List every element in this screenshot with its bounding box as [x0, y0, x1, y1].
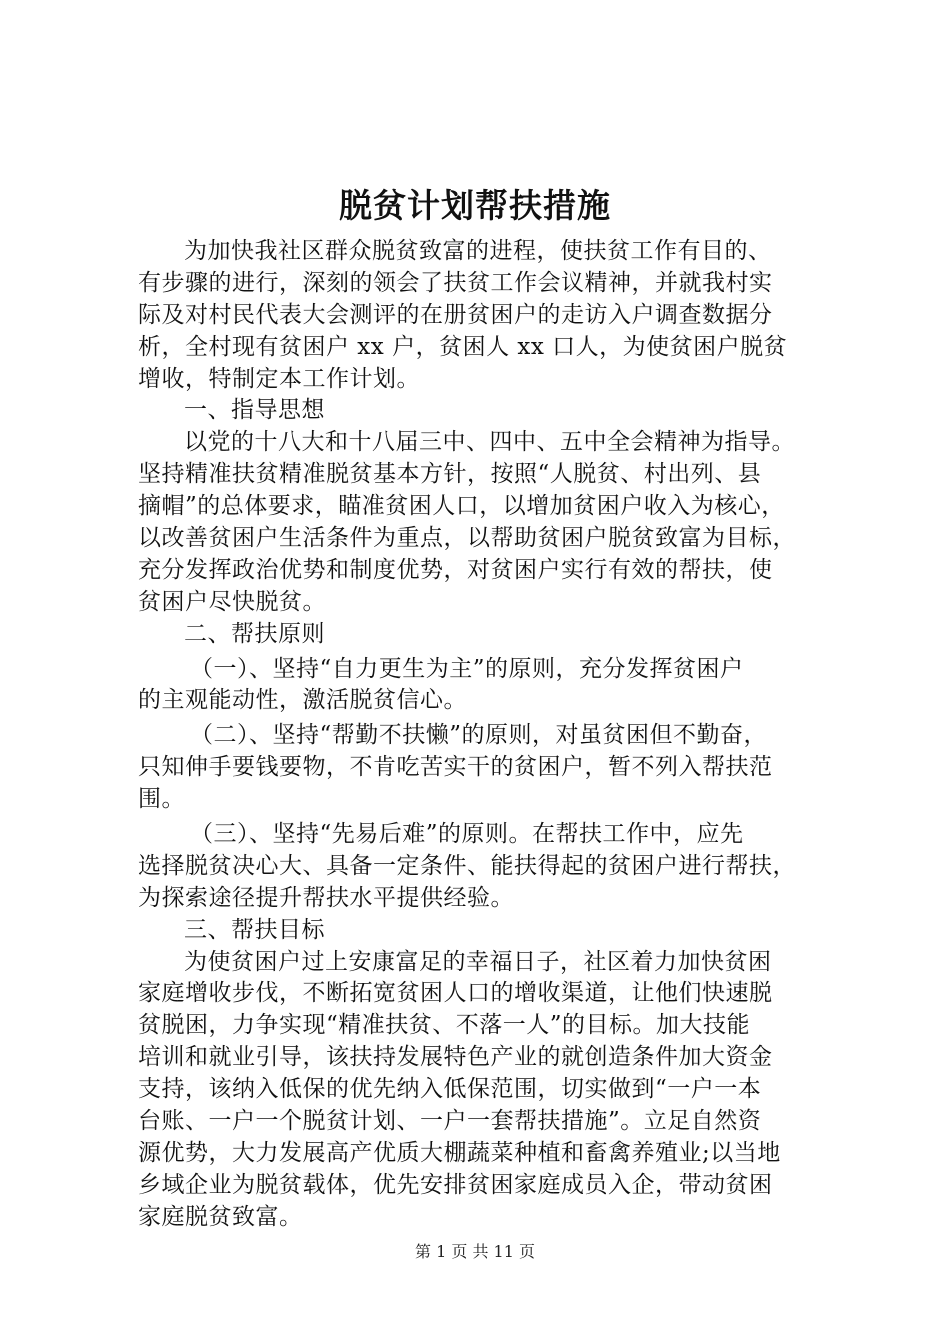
- paragraph-line: 乡域企业为脱贫载体，优先安排贫困家庭成员入企，带动贫困: [138, 1171, 773, 1198]
- paragraph-line: （一）、坚持“自力更生为主”的原则，充分发挥贫困户: [190, 655, 744, 682]
- paragraph-line: 家庭脱贫致富。: [138, 1203, 303, 1230]
- document-body: [138, 236, 818, 1234]
- paragraph-line: 围。: [138, 786, 185, 813]
- paragraph-line: 有步骤的进行，深刻的领会了扶贫工作会议精神，并就我村实: [138, 269, 773, 296]
- paragraph-line: 家庭增收步伐，不断拓宽贫困人口的增收渠道，让他们快速脱: [138, 980, 773, 1007]
- document-title: 脱贫计划帮扶措施: [339, 186, 611, 225]
- paragraph-line: 以党的十八大和十八届三中、四中、五中全会精神为指导。: [184, 429, 795, 456]
- paragraph-line: 只知伸手要钱要物，不肯吃苦实干的贫困户，暂不列入帮扶范: [138, 754, 773, 781]
- paragraph-line: （二）、坚持“帮勤不扶懒”的原则，对虽贫困但不勤奋，: [190, 722, 768, 749]
- paragraph-line: 析，全村现有贫困户 xx 户，贫困人 xx 口人，为使贫困户脱贫: [138, 333, 788, 360]
- paragraph-line: （三）、坚持“先易后难”的原则。在帮扶工作中，应先: [190, 821, 744, 848]
- paragraph-line: 为探索途径提升帮扶水平提供经验。: [138, 884, 514, 911]
- section-heading: 一、指导思想: [184, 397, 325, 424]
- paragraph-line: 培训和就业引导，该扶持发展特色产业的就创造条件加大资金: [138, 1044, 773, 1071]
- paragraph-line: 台账、一户一个脱贫计划、一户一套帮扶措施”。立足自然资: [138, 1108, 762, 1135]
- section-heading: 三、帮扶目标: [184, 916, 325, 943]
- paragraph-line: 贫困户尽快脱贫。: [138, 588, 326, 615]
- paragraph-line: 贫脱困，力争实现“精准扶贫、不落一人”的目标。加大技能: [138, 1012, 751, 1039]
- paragraph-line: 际及对村民代表大会测评的在册贫困户的走访入户调查数据分: [138, 301, 773, 328]
- paragraph-line: 为加快我社区群众脱贫致富的进程，使扶贫工作有目的、: [184, 238, 772, 264]
- paragraph-line: 摘帽”的总体要求，瞄准贫困人口，以增加贫困户收入为核心，: [138, 493, 785, 520]
- paragraph-line: 支持，该纳入低保的优先纳入低保范围，切实做到“一户一本: [138, 1076, 762, 1103]
- section-heading: 二、帮扶原则: [184, 620, 325, 647]
- paragraph-line: 充分发挥政治优势和制度优势，对贫困户实行有效的帮扶，使: [138, 556, 773, 583]
- paragraph-line: 以改善贫困户生活条件为重点，以帮助贫困户脱贫致富为目标，: [138, 525, 796, 552]
- paragraph-line: 选择脱贫决心大、具备一定条件、能扶得起的贫困户进行帮扶，: [138, 852, 796, 879]
- paragraph-line: 源优势，大力发展高产优质大棚蔬菜种植和畜禽养殖业;以当地: [138, 1139, 781, 1166]
- paragraph-line: 的主观能动性，激活脱贫信心。: [138, 687, 467, 714]
- paragraph-line: 为使贫困户过上安康富足的幸福日子，社区着力加快贫困: [184, 948, 772, 975]
- page-number-footer: 第 1 页 共 11 页: [415, 1242, 535, 1261]
- paragraph-line: 坚持精准扶贫精准脱贫基本方针，按照“人脱贫、村出列、县: [138, 461, 762, 488]
- paragraph-line: 增收，特制定本工作计划。: [138, 365, 420, 392]
